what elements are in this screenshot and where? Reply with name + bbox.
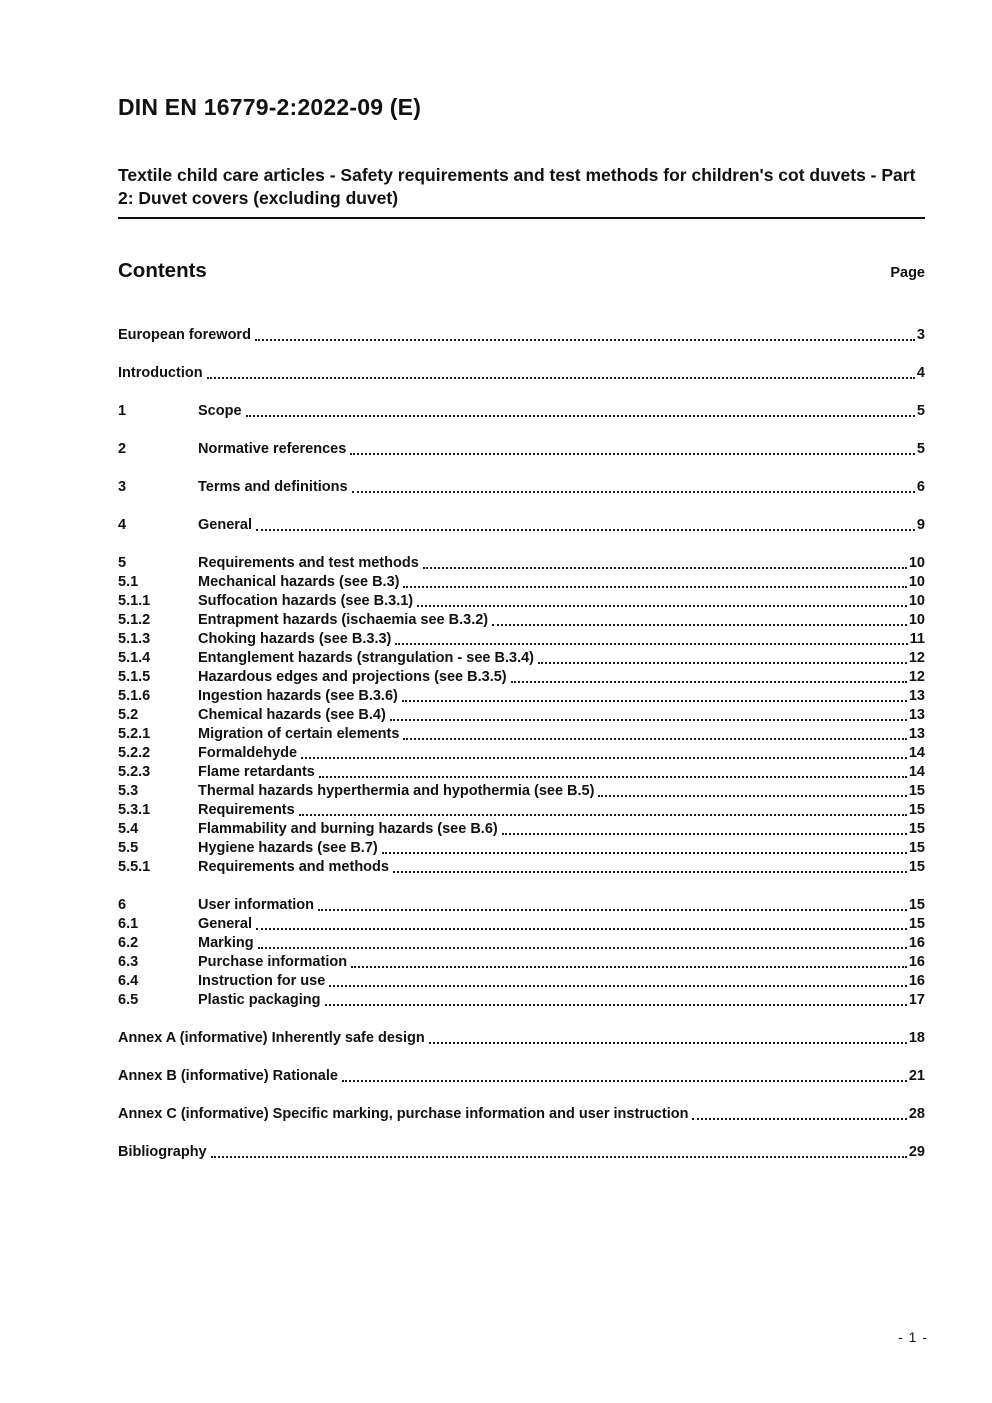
toc-entry-title: General — [198, 916, 252, 932]
toc-entry-title: Bibliography — [118, 1144, 207, 1160]
toc-entry — [118, 668, 925, 687]
toc-entry-title: Introduction — [118, 365, 203, 381]
toc-entry-page: 15 — [908, 821, 925, 837]
toc-entry-number: 5.2.1 — [118, 726, 151, 742]
toc-entry-title: Ingestion hazards (see B.3.6) — [198, 688, 398, 704]
toc-entry-number: 5.5.1 — [118, 859, 151, 875]
table-of-contents — [118, 326, 925, 1162]
toc-entry — [118, 364, 925, 383]
toc-entry-page: 29 — [908, 1144, 925, 1160]
toc-entry-page: 15 — [908, 802, 925, 818]
toc-entry-page: 9 — [916, 517, 925, 533]
toc-entry-page: 28 — [908, 1106, 925, 1122]
toc-leader-dots — [692, 1118, 906, 1120]
toc-leader-dots — [319, 776, 907, 778]
toc-entry — [118, 1029, 925, 1048]
toc-leader-dots — [423, 567, 907, 569]
toc-leader-dots — [246, 415, 915, 417]
toc-entry-title: Terms and definitions — [198, 479, 348, 495]
toc-leader-dots — [318, 909, 907, 911]
toc-entry-page: 15 — [908, 859, 925, 875]
toc-leader-dots — [258, 947, 907, 949]
toc-leader-dots — [211, 1156, 907, 1158]
toc-entry — [118, 573, 925, 592]
page-content — [118, 0, 925, 1162]
toc-entry — [118, 630, 925, 649]
toc-entry-number: 5.2.3 — [118, 764, 151, 780]
toc-entry-number: 5.1.5 — [118, 669, 151, 685]
toc-entry-number: 5.2 — [118, 707, 139, 723]
toc-entry-title: Mechanical hazards (see B.3) — [198, 574, 400, 590]
toc-leader-dots — [403, 586, 906, 588]
toc-entry-title: Purchase information — [198, 954, 348, 970]
toc-entry — [118, 839, 925, 858]
toc-entry-title: Hygiene hazards (see B.7) — [198, 840, 378, 856]
page-column-label: Page — [890, 265, 925, 281]
doc-title: Textile child care articles - Safety requirements and test methods for children's cot duvets - Part 2: Duvet covers (excluding duvet) — [118, 164, 925, 219]
toc-entry — [118, 687, 925, 706]
toc-entry-title: Annex C (informative) Specific marking, purchase information and user instruction — [118, 1106, 689, 1122]
toc-entry-title: Annex A (informative) Inherently safe design — [118, 1030, 425, 1046]
toc-entry-title: Requirements — [198, 802, 295, 818]
toc-entry — [118, 706, 925, 725]
toc-entry-number: 5.1 — [118, 574, 139, 590]
toc-entry-title: Formaldehyde — [198, 745, 298, 761]
toc-entry-title: General — [198, 517, 252, 533]
toc-entry-title: Entanglement hazards (strangulation - see B.3.4) — [198, 650, 534, 666]
toc-leader-dots — [598, 795, 906, 797]
toc-entry-page: 12 — [908, 650, 925, 666]
toc-entry-page: 21 — [908, 1068, 925, 1084]
toc-entry-page: 6 — [916, 479, 925, 495]
toc-entry-title: Entrapment hazards (ischaemia see B.3.2) — [198, 612, 489, 628]
toc-entry-page: 10 — [908, 593, 925, 609]
toc-entry-title: Suffocation hazards (see B.3.1) — [198, 593, 414, 609]
toc-entry-page: 10 — [908, 612, 925, 628]
contents-header-row — [118, 259, 925, 283]
toc-entry-page: 13 — [908, 688, 925, 704]
toc-leader-dots — [256, 928, 907, 930]
toc-entry — [118, 1143, 925, 1162]
toc-entry-title: User information — [198, 897, 315, 913]
toc-entry-number: 6 — [118, 897, 127, 913]
toc-entry-number: 5 — [118, 555, 127, 571]
toc-entry — [118, 440, 925, 459]
contents-heading: Contents — [118, 259, 207, 282]
toc-entry-number: 5.1.3 — [118, 631, 151, 647]
page-number-footer: - 1 - — [898, 1329, 928, 1345]
toc-entry-title: Instruction for use — [198, 973, 326, 989]
toc-entry — [118, 915, 925, 934]
toc-entry-page: 11 — [909, 631, 925, 647]
toc-entry-number: 6.3 — [118, 954, 139, 970]
toc-entry-title: Normative references — [198, 441, 347, 457]
toc-entry-page: 12 — [908, 669, 925, 685]
toc-entry-title: Requirements and methods — [198, 859, 389, 875]
toc-leader-dots — [393, 871, 907, 873]
toc-entry — [118, 896, 925, 915]
toc-entry-number: 6.1 — [118, 916, 139, 932]
toc-entry-title: Requirements and test methods — [198, 555, 419, 571]
toc-entry-title: European foreword — [118, 327, 251, 343]
toc-leader-dots — [325, 1004, 907, 1006]
toc-entry — [118, 763, 925, 782]
toc-entry-number: 6.4 — [118, 973, 139, 989]
toc-entry-page: 4 — [916, 365, 925, 381]
toc-entry-page: 18 — [908, 1030, 925, 1046]
toc-entry — [118, 744, 925, 763]
toc-entry — [118, 801, 925, 820]
toc-leader-dots — [492, 624, 907, 626]
toc-entry-number: 5.1.4 — [118, 650, 151, 666]
doc-number: DIN EN 16779-2:2022-09 (E) — [118, 94, 422, 120]
toc-leader-dots — [417, 605, 907, 607]
toc-leader-dots — [350, 453, 915, 455]
toc-entry-number: 2 — [118, 441, 127, 457]
toc-entry-page: 15 — [908, 840, 925, 856]
toc-entry — [118, 478, 925, 497]
toc-entry-page: 10 — [908, 555, 925, 571]
toc-leader-dots — [402, 700, 907, 702]
toc-entry — [118, 649, 925, 668]
toc-entry — [118, 782, 925, 801]
toc-entry-title: Hazardous edges and projections (see B.3.5) — [198, 669, 507, 685]
toc-entry — [118, 554, 925, 573]
toc-entry-number: 6.2 — [118, 935, 139, 951]
toc-entry-title: Flammability and burning hazards (see B.6) — [198, 821, 498, 837]
toc-entry-title: Flame retardants — [198, 764, 315, 780]
toc-entry — [118, 402, 925, 421]
toc-entry-page: 10 — [908, 574, 925, 590]
toc-entry — [118, 592, 925, 611]
toc-entry-number: 5.2.2 — [118, 745, 151, 761]
toc-entry — [118, 934, 925, 953]
toc-entry-title: Plastic packaging — [198, 992, 321, 1008]
toc-leader-dots — [329, 985, 907, 987]
toc-leader-dots — [382, 852, 907, 854]
toc-entry — [118, 972, 925, 991]
toc-entry-page: 15 — [908, 897, 925, 913]
toc-entry-title: Thermal hazards hyperthermia and hypothermia (see B.5) — [198, 783, 595, 799]
toc-entry-number: 5.1.1 — [118, 593, 151, 609]
toc-entry-page: 3 — [916, 327, 925, 343]
toc-entry — [118, 516, 925, 535]
toc-entry-page: 14 — [908, 745, 925, 761]
toc-leader-dots — [255, 339, 915, 341]
toc-entry-title: Migration of certain elements — [198, 726, 400, 742]
toc-leader-dots — [299, 814, 907, 816]
toc-entry-page: 14 — [908, 764, 925, 780]
toc-leader-dots — [403, 738, 906, 740]
toc-entry — [118, 611, 925, 630]
toc-entry-page: 17 — [908, 992, 925, 1008]
toc-entry-page: 13 — [908, 726, 925, 742]
toc-entry-title: Chemical hazards (see B.4) — [198, 707, 386, 723]
toc-leader-dots — [342, 1080, 907, 1082]
toc-entry — [118, 858, 925, 877]
toc-entry-number: 5.4 — [118, 821, 139, 837]
toc-entry — [118, 1105, 925, 1124]
toc-leader-dots — [511, 681, 907, 683]
toc-entry — [118, 953, 925, 972]
toc-leader-dots — [390, 719, 907, 721]
toc-entry-number: 3 — [118, 479, 127, 495]
toc-leader-dots — [301, 757, 907, 759]
toc-entry-page: 15 — [908, 916, 925, 932]
toc-entry-page: 16 — [908, 973, 925, 989]
toc-entry-number: 1 — [118, 403, 127, 419]
toc-entry-number: 5.5 — [118, 840, 139, 856]
toc-entry-page: 5 — [916, 403, 925, 419]
toc-entry-number: 6.5 — [118, 992, 139, 1008]
toc-leader-dots — [538, 662, 907, 664]
toc-entry-title: Scope — [198, 403, 242, 419]
toc-entry-page: 13 — [908, 707, 925, 723]
toc-entry-page: 16 — [908, 935, 925, 951]
toc-leader-dots — [429, 1042, 907, 1044]
toc-entry-title: Annex B (informative) Rationale — [118, 1068, 338, 1084]
toc-entry — [118, 991, 925, 1010]
toc-entry-page: 16 — [908, 954, 925, 970]
toc-leader-dots — [256, 529, 915, 531]
toc-entry — [118, 1067, 925, 1086]
toc-entry-number: 5.1.6 — [118, 688, 151, 704]
toc-entry-page: 15 — [908, 783, 925, 799]
toc-entry-number: 5.3.1 — [118, 802, 151, 818]
toc-leader-dots — [395, 643, 907, 645]
toc-leader-dots — [207, 377, 915, 379]
toc-entry-number: 5.1.2 — [118, 612, 151, 628]
toc-entry-page: 5 — [916, 441, 925, 457]
toc-entry-title: Choking hazards (see B.3.3) — [198, 631, 392, 647]
toc-entry — [118, 820, 925, 839]
toc-entry-title: Marking — [198, 935, 254, 951]
toc-leader-dots — [502, 833, 907, 835]
toc-entry-number: 5.3 — [118, 783, 139, 799]
toc-leader-dots — [351, 966, 907, 968]
toc-entry — [118, 326, 925, 345]
toc-leader-dots — [352, 491, 915, 493]
toc-entry — [118, 725, 925, 744]
toc-entry-number: 4 — [118, 517, 127, 533]
